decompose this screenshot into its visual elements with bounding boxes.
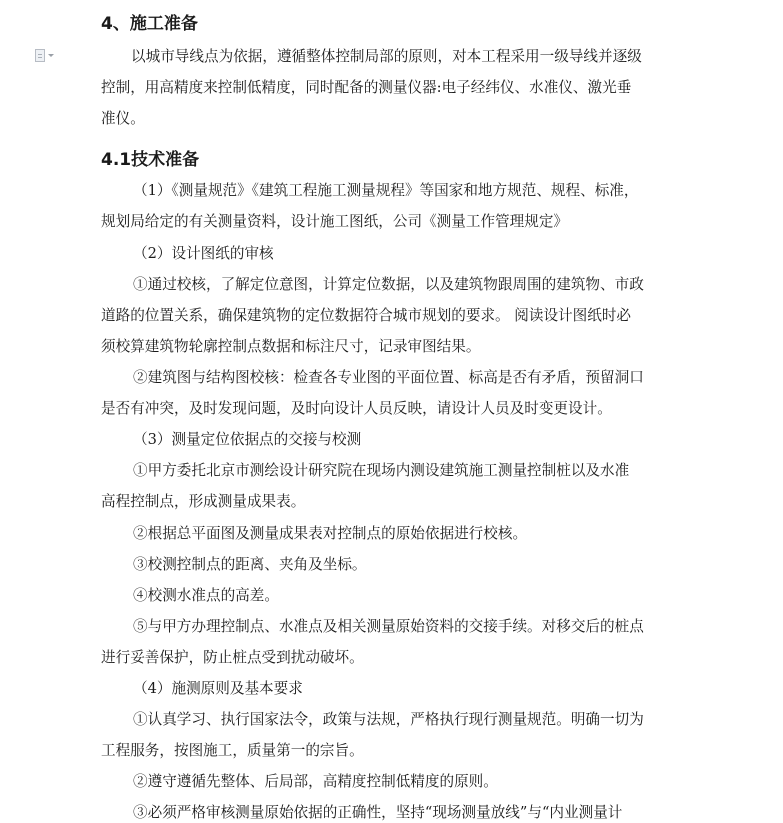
chevron-down-icon — [48, 54, 54, 57]
paragraph-line: 工程服务，按图施工，质量第一的宗旨。 — [101, 742, 364, 759]
paragraph-line: ③校测控制点的距离、夹角及坐标。 — [133, 556, 367, 573]
paragraph-line: 高程控制点，形成测量成果表。 — [101, 493, 306, 510]
paragraph-line: ⑤与甲方办理控制点、水准点及相关测量原始资料的交接手续。对移交后的桩点 — [133, 618, 644, 635]
section-heading: 4、施工准备 — [101, 14, 198, 34]
paragraph-line: （3）测量定位依据点的交接与校测 — [133, 431, 362, 448]
paragraph-line: 是否有冲突，及时发现问题，及时向设计人员反映，请设计人员及时变更设计。 — [101, 400, 612, 417]
paragraph-line: ②遵守遵循先整体、后局部，高精度控制低精度的原则。 — [133, 773, 498, 790]
document-icon[interactable] — [35, 47, 61, 63]
paragraph-line: 进行妥善保护，防止桩点受到扰动破坏。 — [101, 649, 364, 666]
paragraph-line: ①通过校核，了解定位意图，计算定位数据，以及建筑物跟周围的建筑物、市政 — [133, 276, 644, 293]
paragraph-line: 道路的位置关系，确保建筑物的定位数据符合城市规划的要求。 阅读设计图纸时必 — [101, 307, 632, 324]
paragraph-line: ③必须严格审核测量原始依据的正确性，坚持“现场测量放线”与“内业测量计 — [133, 804, 623, 821]
paragraph-line: ②根据总平面图及测量成果表对控制点的原始依据进行校核。 — [133, 525, 528, 542]
subsection-heading: 4.1技术准备 — [101, 150, 200, 170]
paragraph-line: ①甲方委托北京市测绘设计研究院在现场内测设建筑施工测量控制桩以及水准 — [133, 462, 630, 479]
page-doc-icon — [35, 49, 45, 62]
paragraph-line: 准仪。 — [101, 110, 145, 127]
paragraph-line: ①认真学习、执行国家法令，政策与法规，严格执行现行测量规范。明确一切为 — [133, 711, 644, 728]
paragraph-line: 须校算建筑物轮廓控制点数据和标注尺寸，记录审图结果。 — [101, 338, 481, 355]
paragraph-line: 以城市导线点为依据，遵循整体控制局部的原则，对本工程采用一级导线并逐级 — [131, 48, 642, 65]
paragraph-line: ②建筑图与结构图校核：检查各专业图的平面位置、标高是否有矛盾，预留洞口 — [133, 369, 644, 386]
paragraph-line: ④校测水准点的高差。 — [133, 587, 279, 604]
paragraph-line: （2）设计图纸的审核 — [133, 245, 274, 262]
paragraph-line: （4）施测原则及基本要求 — [133, 680, 303, 697]
paragraph-line: 规划局给定的有关测量资料，设计施工图纸，公司《测量工作管理规定》 — [101, 213, 569, 230]
paragraph-line: （1）《测量规范》《建筑工程施工测量规程》等国家和地方规范、规程、标准， — [133, 182, 639, 199]
paragraph-line: 控制，用高精度来控制低精度，同时配备的测量仪器:电子经纬仪、水准仪、激光垂 — [101, 79, 632, 96]
